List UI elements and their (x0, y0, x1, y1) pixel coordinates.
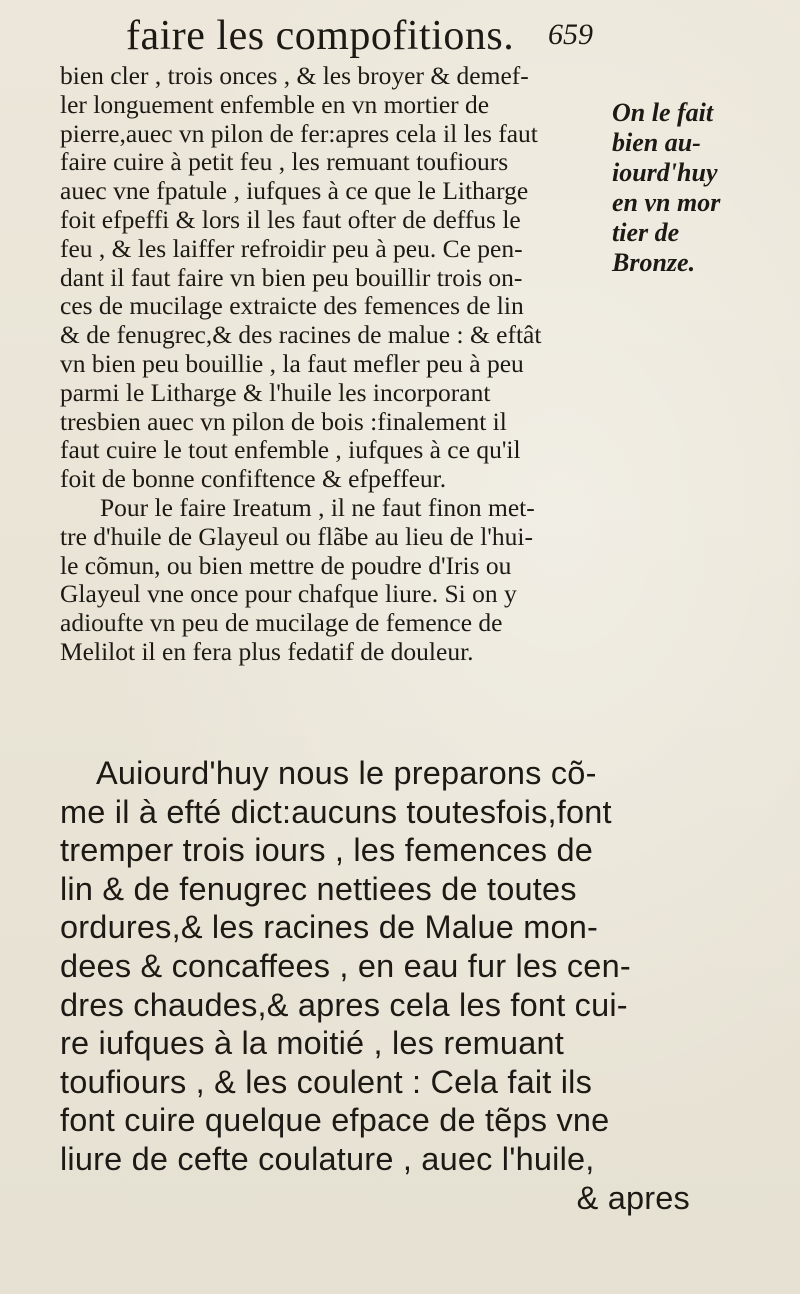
text-line: dres chaudes,& apres cela les font cui- (60, 986, 628, 1023)
catchword: & apres (576, 1179, 690, 1216)
text-line: ler longuement enfemble en vn mortier de (60, 89, 490, 119)
text-line: liure de cefte coulature , auec l'huile, (60, 1140, 595, 1177)
margin-note-line: tier de (612, 218, 680, 247)
text-line: adioufte vn peu de mucilage de femence de (60, 608, 503, 638)
text-line: ces de mucilage extraicte des femences de lin (60, 291, 524, 321)
margin-note-line: Bronze. (612, 248, 696, 277)
text-line: re iufques à la moitié , les remuant (60, 1025, 564, 1062)
text-line: toufiours , & les coulent : Cela fait ils (60, 1063, 593, 1100)
text-line: Melilot il en fera plus fedatif de douleur. (60, 636, 474, 666)
margin-note-line: bien au- (612, 128, 701, 157)
text-line: lin & de fenugrec nettiees de toutes (60, 870, 577, 907)
page-header (0, 8, 800, 64)
text-line: Glayeul vne once pour chafque liure. Si on y (60, 579, 517, 609)
text-line: & de fenugrec,& des racines de malue : & eftât (60, 320, 542, 350)
text-line: faut cuire le tout enfemble , iufques à ce qu'il (60, 435, 521, 465)
text-line: pierre,auec vn pilon de fer:apres cela il les faut (60, 118, 538, 148)
text-line: Pour le faire Ireatum , il ne faut finon met- (100, 492, 535, 522)
text-line: foit efpeffi & lors il les faut ofter de deffus le (60, 204, 521, 234)
text-line: tresbien auec vn pilon de bois :finalement il (60, 406, 507, 436)
running-title: faire les compofitions. (126, 13, 515, 59)
text-line: me il à efté dict:aucuns toutesfois,font (60, 793, 612, 830)
text-line: tre d'huile de Glayeul ou flãbe au lieu de l'hui- (60, 521, 533, 551)
margin-note-line: On le fait (612, 98, 714, 127)
margin-note (612, 98, 800, 278)
text-line: dant il faut faire vn bien peu bouillir trois on- (60, 262, 523, 292)
text-line: ordures,& les racines de Malue mon- (60, 909, 599, 946)
margin-note-line: en vn mor (612, 188, 721, 217)
text-line: dees & concaffees , en eau fur les cen- (60, 947, 631, 984)
text-line: foit de bonne confiftence & efpeffeur. (60, 464, 447, 494)
page-number: 659 (548, 18, 593, 51)
text-line: tremper trois iours , les femences de (60, 832, 594, 869)
text-line: vn bien peu bouillie , la faut mefler peu à peu (60, 348, 524, 378)
large-type-paragraph (60, 754, 740, 1217)
text-line: feu , & les laiffer refroidir peu à peu. Ce pen- (60, 233, 523, 263)
margin-note-line: iourd'huy (612, 158, 718, 187)
text-line: faire cuire à petit feu , les remuant toufiours (60, 147, 509, 177)
text-line: parmi le Litharge & l'huile les incorporant (60, 377, 491, 407)
small-type-paragraphs (60, 62, 620, 667)
text-line: bien cler , trois onces , & les broyer & demef- (60, 61, 529, 90)
text-line: Auiourd'huy nous le preparons cõ- (96, 755, 597, 791)
text-line: le cõmun, ou bien mettre de poudre d'Iris ou (60, 550, 512, 580)
text-line: auec vne fpatule , iufques à ce que le Litharge (60, 176, 529, 206)
text-line: font cuire quelque efpace de tẽps vne (60, 1102, 610, 1139)
